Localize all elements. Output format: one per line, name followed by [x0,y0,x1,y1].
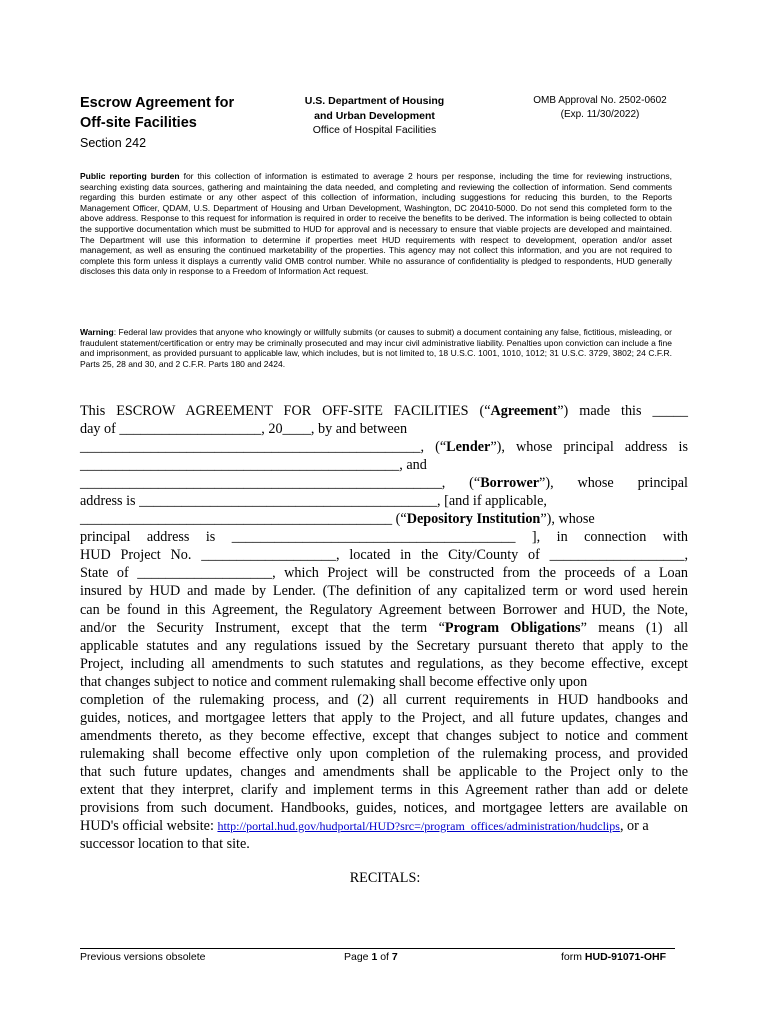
agreement-line: address is __________________________________________, [and if applicable, [80,493,547,510]
omb-block [505,94,695,121]
agreement-line: extent that they interpret, clarify and implement terms in this Agreement rather than add or delete [80,781,688,798]
agreement-line: provisions from such document. Handbooks, guides, notices, and mortgagee letters are available on [80,800,688,817]
agreement-line: Project, including all amendments to such statutes and regulations, as they become effective, except [80,655,688,672]
agreement-line: completion of the rulemaking process, and (2) all current requirements in HUD handbooks and [80,691,688,708]
agreement-line [80,510,688,528]
text-span: This ESCROW AGREEMENT FOR OFF-SITE FACILITIES (“ [80,403,491,419]
agreement-line: guides, notices, and mortgagee letters that apply to the Project, and all future updates, changes and [80,709,688,726]
agreement-line: insured by HUD and made by Lender. (The definition of any capitalized term or word used herein [80,583,688,600]
agreement-line: _____________________________________________, and [80,457,427,474]
footer-form-number [561,951,666,963]
office-name: Office of Hospital Facilities [312,124,437,136]
term-program-obligations: Program Obligations [444,619,581,636]
hudclips-link[interactable]: http://portal.hud.gov/hudportal/HUD?src=/program_offices/administration/hudclips [217,819,620,834]
omb-approval: OMB Approval No. 2502-0602 [533,95,667,106]
agreement-line: State of ___________________, which Project will be constructed from the proceeds of a Loan [80,565,688,582]
depository-name-blank: ____________________________________________ (“ [80,511,407,528]
page-total: 7 [391,951,398,963]
agreement-line: can be found in this Agreement, the Regulatory Agreement between Borrower and HUD, the Note, [80,601,688,618]
warning-text: : Federal law provides that anyone who knowingly or willfully submits (or causes to submit) a document containing any false, fictitious, misleading, or fraudulent statement/certification or entry may be criminally prosecuted and may incur civil administrative liability. Penalties upon conviction can include a fine and imprisonment, as provided pursuant to applicable law, which includes, but is not limited to, 18 U.S.C. 1001, 1010, 1012; 31 U.S.C. 3729, 3802; 24 C.F.R. Parts 25, 28 and 30, and 2 C.F.R. Parts 180 and 2424. [80,327,672,369]
warning-statement [80,327,672,369]
page-num: 1 [371,951,378,963]
omb-expiration: (Exp. 11/30/2022) [560,108,640,120]
agreement-line: rulemaking shall become effective only upon completion of the rulemaking process, and provided [80,745,688,762]
agreement-line [80,438,688,456]
text-span: ”), whose [540,511,595,528]
agency-line1: U.S. Department of Housing [304,95,445,107]
agreement-line: successor location to that site. [80,836,250,853]
agreement-line: HUD Project No. ___________________, located in the City/County of ___________________, [80,547,688,564]
term-borrower: Borrower [480,475,540,492]
footer-page-number [344,951,398,963]
burden-lead: Public reporting burden [80,171,180,181]
footer-rule [80,948,675,949]
form-section: Section 242 [80,136,147,150]
agreement-line [80,619,688,637]
text-span: HUD's official website: [80,818,218,835]
page-of: of [377,951,392,963]
agreement-line: applicable statutes and any regulations issued by the Secretary pursuant thereto that apply to the [80,637,688,654]
agreement-line [80,817,688,835]
agreement-line [80,474,688,492]
agreement-body [80,402,688,853]
borrower-name-blank: ___________________________________________________, (“ [80,475,481,492]
footer-previous-versions: Previous versions obsolete [80,951,206,963]
recitals-heading: RECITALS: [349,870,421,886]
agency-line2: and Urban Development [314,109,435,122]
agreement-line [80,402,688,420]
term-depository-institution: Depository Institution [406,511,541,528]
burden-text: for this collection of information is estimated to average 2 hours per response, including the time for reviewing instructions, searching existing data sources, gathering and maintaining the data needed, and completing and reviewing the collection of information. Send comments regarding this burden estimate or any other aspect of this collection of information, including suggestions for reducing this burden, to the Reports Management Officer, QDAM, U.S. Department of Housing and Urban Development, Washington, DC 20410-5000. Do not send this completed form to the above address. Response to this request for information is required in order to receive the benefits to be derived. The information is being collected to obtain the supportive documentation which must be submitted to HUD for approval and is necessary to ensure that viable projects are developed and maintained. The Department will use this information to determine if properties meet HUD requirements with respect to development, operation and/or asset management, as well as ensuring the continued marketability of the properties. This agency may not collect this information, and you are not required to complete this form unless it displays a currently valid OMB control number. While no assurance of confidentiality is pledged to respondents, HUD generally discloses this data only in response to a Freedom of Information Act request. [80,171,673,277]
lender-name-blank: ________________________________________________, (“ [80,439,447,456]
text-span: ”) made this _____ [557,403,688,419]
form-title-line1: Escrow Agreement for [80,95,235,111]
agreement-line: that such future updates, changes and amendments shall be applicable to the Project only to the [80,763,688,780]
form-prefix: form [561,951,585,963]
form-number: HUD-91071-OHF [584,951,667,963]
text-span: and/or the Security Instrument, except that the term “ [80,619,445,636]
term-agreement: Agreement [490,403,558,419]
public-burden-statement [80,171,672,277]
agreement-line: principal address is ________________________________________ ], in connection with [80,529,688,546]
form-title-line2: Off-site Facilities [80,115,197,131]
term-lender: Lender [446,439,491,456]
text-span: ” means (1) all [580,619,689,636]
warning-lead: Warning [80,327,114,337]
agreement-line: that changes subject to notice and comment rulemaking shall become effective only upon [80,673,588,690]
form-title-block [80,93,280,152]
text-span: , or a [619,818,649,835]
page-prefix: Page [344,951,372,963]
agreement-line: amendments thereto, as they become effective, except that changes subject to notice and comment [80,727,688,744]
text-span: ”), whose principal [539,475,689,492]
agreement-line: day of ____________________, 20____, by and between [80,421,408,438]
text-span: ”), whose principal address is [490,439,688,456]
agency-block [282,94,467,138]
